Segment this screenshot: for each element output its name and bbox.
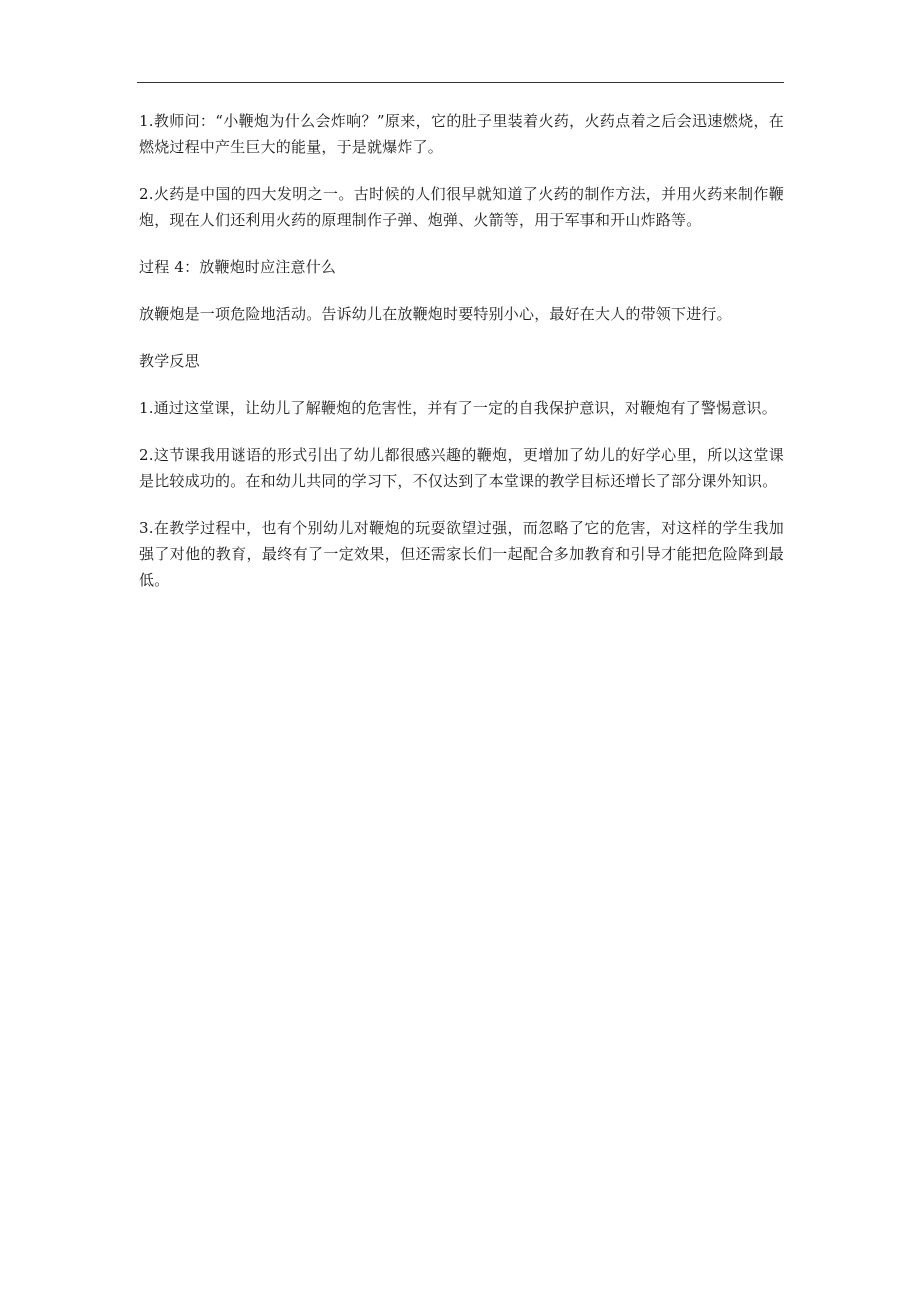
section-heading-process-4: 过程 4：放鞭炮时应注意什么 [139, 258, 337, 276]
paragraph-explosion-reason: 1.教师问：“小鞭炮为什么会炸响？”原来，它的肚子里装着火药，火药点着之后会迅速燃烧，在燃烧过程中产生巨大的能量，于是就爆炸了。 [139, 112, 784, 156]
document-body [139, 108, 784, 614]
header-rule [137, 82, 784, 83]
paragraph-safety-notice: 放鞭炮是一项危险地活动。告诉幼儿在放鞭炮时要特别小心，最好在大人的带领下进行。 [139, 305, 732, 323]
paragraph-reflection-3: 3.在教学过程中，也有个别幼儿对鞭炮的玩耍欲望过强，而忽略了它的危害，对这样的学生我加强了对他的教育，最终有了一定效果，但还需家长们一起配合多加教育和引导才能把危险降到最低。 [139, 519, 784, 589]
paragraph-gunpowder-invention: 2.火药是中国的四大发明之一。古时候的人们很早就知道了火药的制作方法，并用火药来制作鞭炮，现在人们还利用火药的原理制作子弹、炮弹、火箭等，用于军事和开山炸路等。 [139, 185, 784, 229]
section-heading-reflection: 教学反思 [139, 352, 200, 370]
paragraph-reflection-2: 2.这节课我用谜语的形式引出了幼儿都很感兴趣的鞭炮，更增加了幼儿的好学心里，所以这堂课是比较成功的。在和幼儿共同的学习下，不仅达到了本堂课的教学目标还增长了部分课外知识。 [139, 446, 784, 490]
paragraph-reflection-1: 1.通过这堂课，让幼儿了解鞭炮的危害性，并有了一定的自我保护意识，对鞭炮有了警惕意识。 [139, 399, 777, 417]
